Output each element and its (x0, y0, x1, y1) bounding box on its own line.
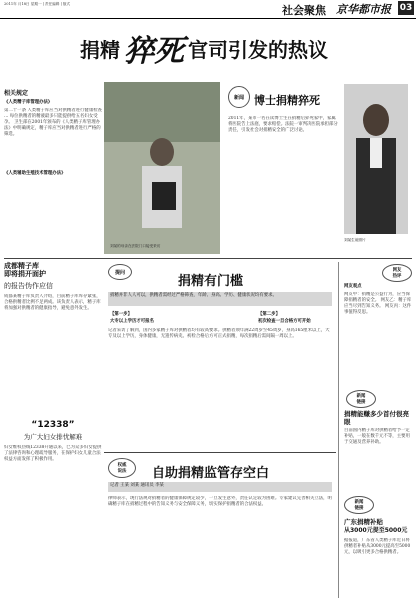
threshold-body: 记者采访了解到，国内多家精子库对供精者均有较高要求。供精者须年满22周岁至45周岁，身高165厘米以上，大专及以上学历，身体健康，无遗传病史。初检合格后方可正式捐精，每次捐精后需间隔一周以上。 (108, 328, 330, 339)
header-meta: 2011年 月18日 星期一 | 责任编辑 | 版式 (4, 2, 71, 6)
link-tag-1-line1: 新闻 (356, 394, 366, 399)
step2-label: 【第二步】 (258, 312, 280, 317)
page-header (0, 0, 416, 19)
doctor-block (224, 82, 412, 254)
supervision-lead: 记者 王某 刘某 通讯员 李某 (108, 482, 332, 492)
mother-illustration (104, 82, 220, 254)
main-headline (80, 28, 380, 68)
step1-label: 【第一步】 (110, 312, 132, 317)
hotline-subtitle: 为广大妇女排忧解难 (23, 433, 83, 441)
authority-tag-line1: 权威 (117, 463, 127, 468)
link-tag-1 (346, 390, 376, 408)
link1-body: 目前国内精子库对供精者给予一定补贴，一般在数千元不等，主要用于交通及营养补助。 (344, 428, 410, 445)
step2-text: 初次检查一旦合格方可开始 (258, 319, 311, 324)
link-tag-2-line2: 链接 (354, 506, 364, 511)
hotline-feature (4, 420, 102, 598)
rule1-title: 《人类精子库管理办法》 (4, 100, 53, 105)
netizen-tag-line1: 网友 (392, 268, 402, 273)
hotline-body: 妇女维权热线12338开通以来，已为众多妇女提供了法律咨询和心理疏导服务，在保护妇女儿童合法权益方面发挥了积极作用。 (4, 445, 102, 462)
hotline-number: “12338” (31, 420, 75, 430)
netizen-tag-line2: 热评 (392, 274, 402, 279)
divider-2 (104, 452, 336, 453)
doctor-body: 2011年，某市一名在读博士生在捐精后猝死家中，家属将医院告上法庭，要求赔偿。法院一审判决医院承担部分责任，引发社会对捐精安全的广泛讨论。 (228, 116, 338, 133)
threshold-section (104, 262, 336, 450)
netizen-tag (382, 264, 412, 282)
authority-tag (108, 458, 136, 478)
divider-1 (4, 258, 412, 259)
headline-part2: 猝死 (124, 34, 184, 69)
netizen-comments: 网友甲：捐精是公益行为，应当保障捐精者的安全。 网友乙：精子库应当尽到告知义务。 网友丙：这件事值得反思。 (344, 292, 412, 315)
link2-headline: 广东捐精补贴 (344, 518, 383, 526)
news-tag: 新闻 (228, 86, 250, 108)
regulations-column (4, 88, 102, 236)
step1-text: 大专以上学历才可报名 (110, 319, 154, 324)
chengdu-column (4, 262, 102, 416)
link-tag-1-line2: 链接 (356, 400, 366, 405)
authority-tag-line2: 说法 (117, 469, 127, 474)
photo-doctor (344, 84, 408, 234)
chengdu-body: 成都某精子库负责人介绍，目前精子库库存紧张，合格供精者比例不足两成。该负责人表示，精子库将加强对供精者的健康指导，避免意外发生。 (4, 294, 101, 311)
chengdu-subhead: 的报告伪作应信 (4, 282, 53, 290)
right-column (342, 262, 414, 598)
supervision-headline: 自助捐精监管存空白 (152, 466, 270, 481)
link-tag-2 (344, 496, 374, 514)
paper-name: 京华都市报 (336, 3, 391, 16)
right-column-divider (338, 262, 339, 598)
link1-headline: 捐精能赚多少首付很亮眼 (344, 410, 409, 426)
headline-part1: 捐精 (80, 37, 120, 62)
regulations-body: 第二十一条 人类精子库应当对供精者进行健康检查 … 每位供精者的精液最多只能提供给五名妇女受孕。 卫生部在2001年颁布的《人类精子库管理办法》中明确规定，精子库应当对供精者进行严格的筛选。 (4, 108, 102, 137)
doctor-caption: 刘某生前照片 (344, 238, 366, 242)
doctor-illustration (344, 84, 408, 234)
chengdu-heading: 成都精子库 (4, 262, 39, 270)
rule2-title: 《人类辅助生殖技术管理办法》 (4, 171, 66, 176)
regulations-heading: 相关规定 (4, 90, 29, 97)
photo-mother (104, 82, 220, 254)
doctor-title: 博士捐精猝死 (254, 94, 320, 107)
link2-headline2: 从3000元提至5000元 (344, 527, 408, 534)
photo-mother-caption: 刘某的母亲在法院门口接受采访 (110, 244, 161, 248)
link-tag-2-line1: 新闻 (354, 500, 364, 505)
headline-part3: 官司引发的热议 (188, 37, 328, 62)
link2-body: 据报道，广东省人类精子库近日将供精者补贴从3000元提高至5000元，以吸引更多合格供精者。 (344, 538, 411, 555)
threshold-lead: 捐精并非人人可以，供精者需经过严格筛查，年龄、身高、学历、健康状况均有要求。 (108, 292, 332, 306)
page-number: 03 (399, 3, 413, 13)
threshold-headline: 捐精有门槛 (178, 274, 244, 289)
netizen-heading: 网友观点 (344, 284, 362, 289)
chengdu-heading2: 即将捐开面护 (4, 270, 46, 278)
supervision-body: 律师表示，现行法规对捐精者的健康保障规定较少，一旦发生意外，责任认定较为困难。专家建议完善相关立法，明确精子库在捐精过程中的告知义务与安全保障义务，切实保护捐精者的合法权益。 (108, 496, 332, 507)
question-tag: 提问 (108, 264, 132, 280)
section-title: 社会聚焦 (282, 4, 326, 17)
supervision-section (104, 452, 336, 598)
